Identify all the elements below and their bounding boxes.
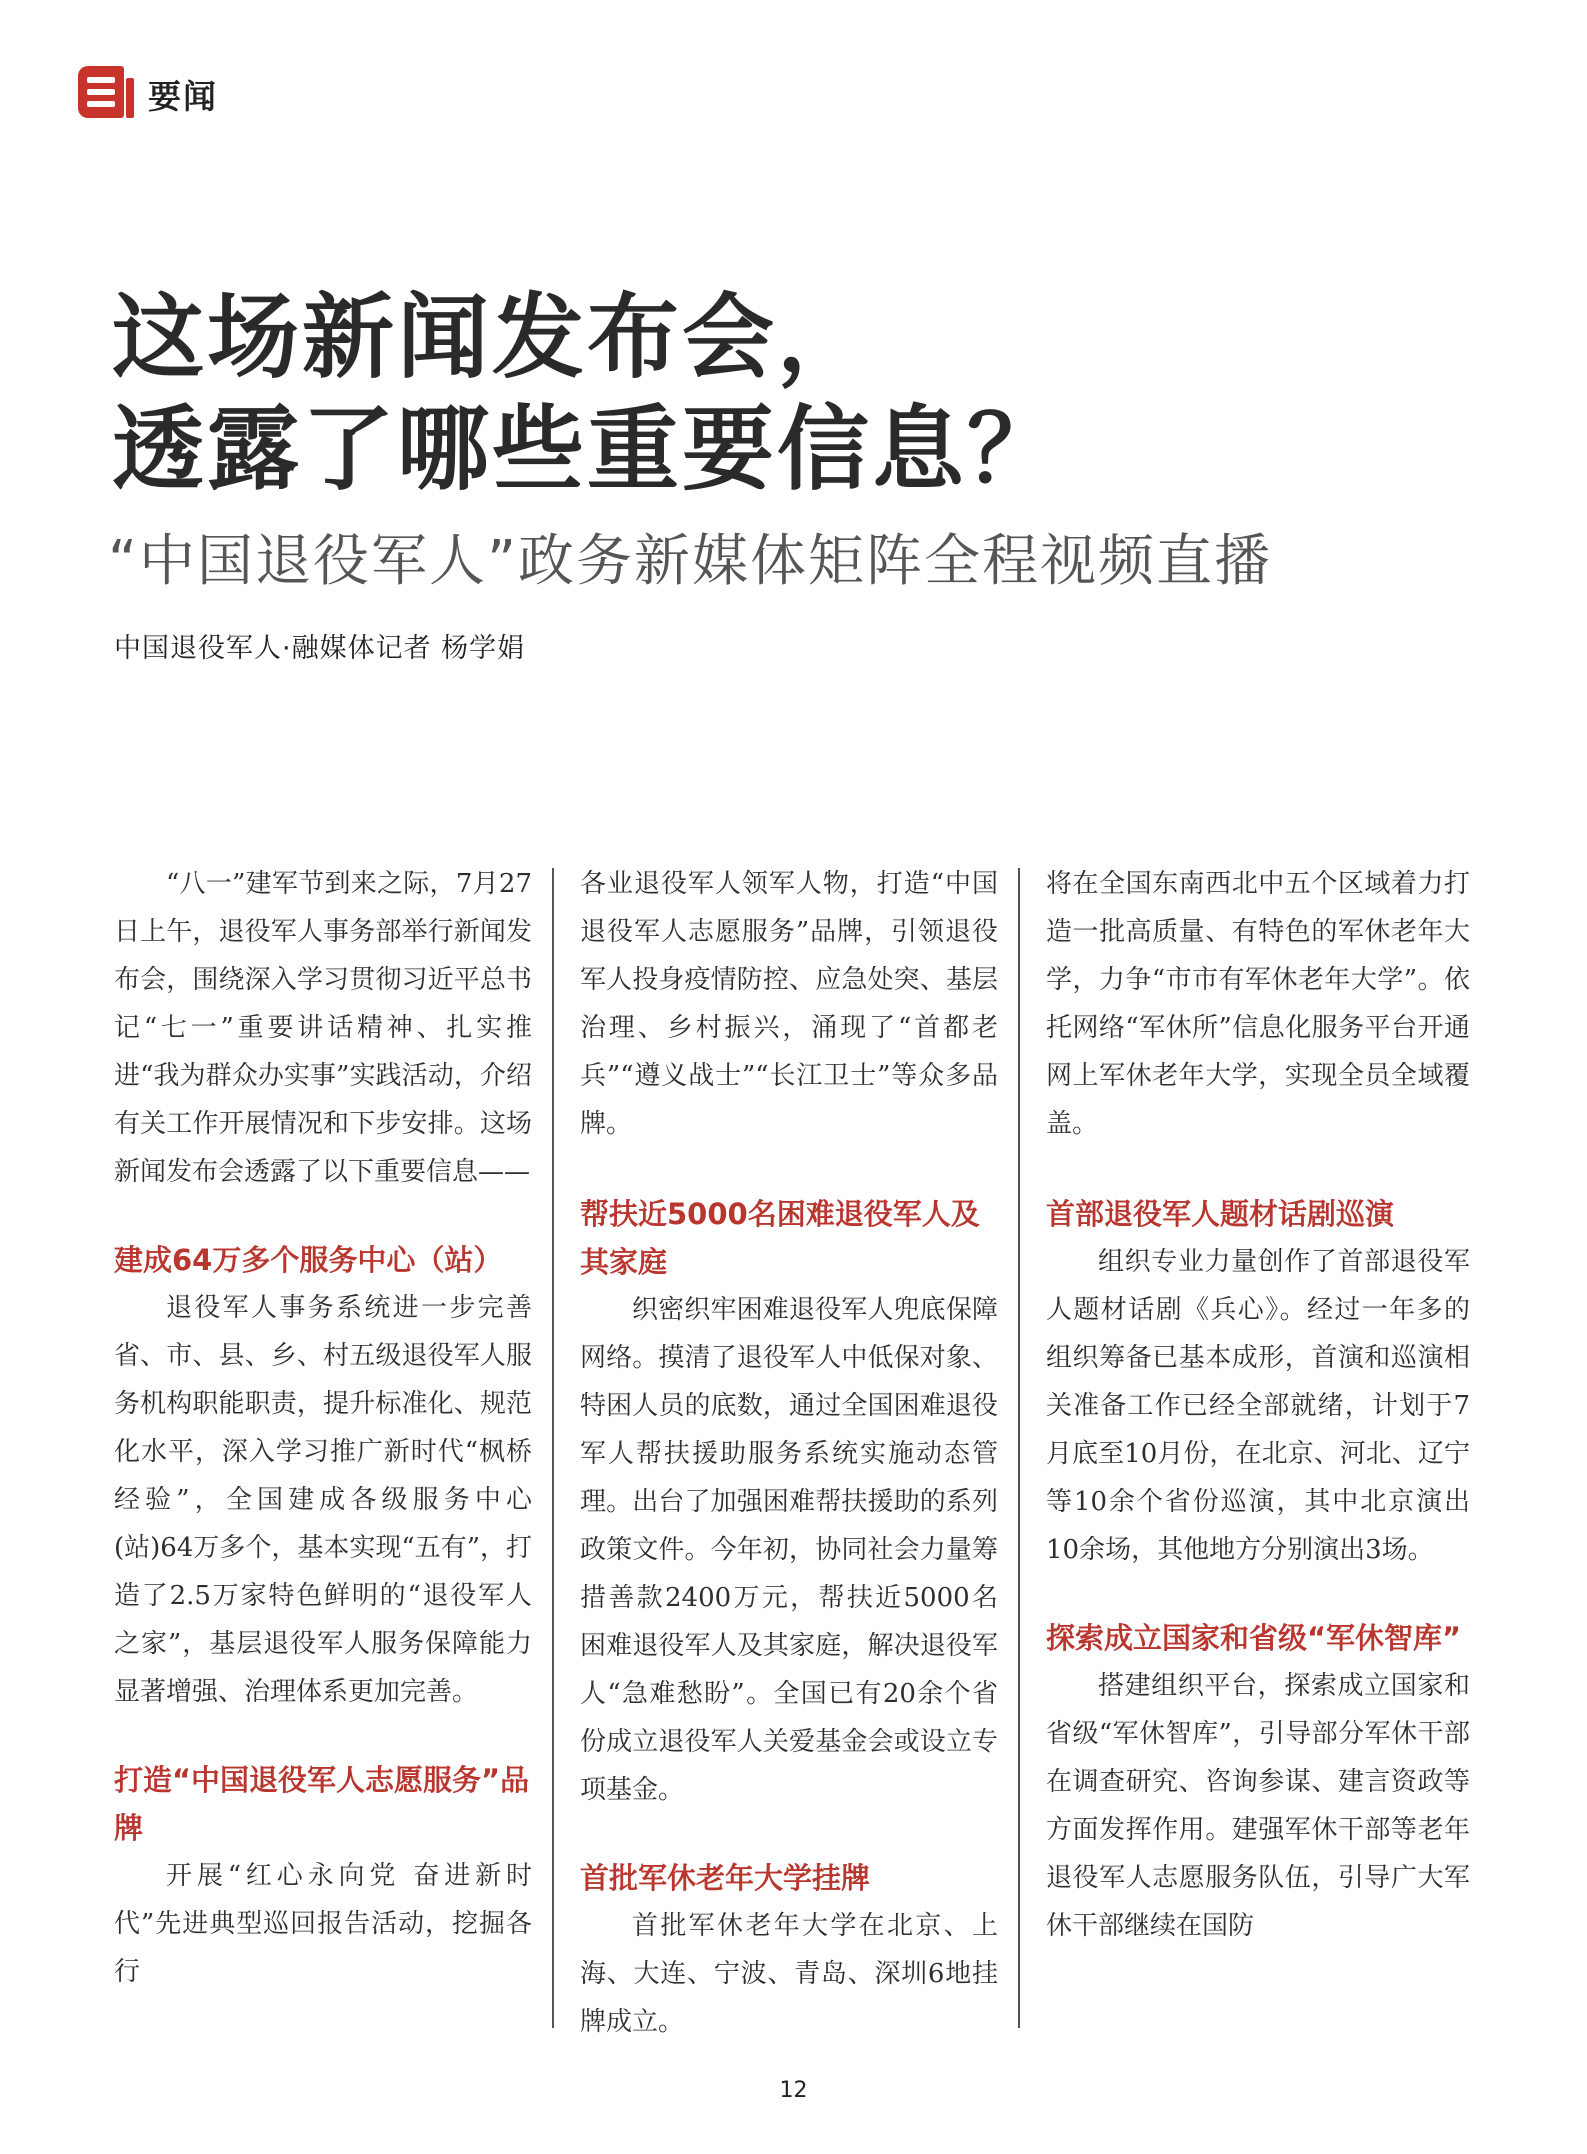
headline-line-2: 透露了哪些重要信息？ xyxy=(112,396,1063,503)
body-paragraph: 开展“红心永向党 奋进新时代”先进典型巡回报告活动，挖掘各行 xyxy=(114,1861,532,1987)
article-subtitle: “中国退役军人”政务新媒体矩阵全程视频直播 xyxy=(108,529,1273,594)
subheading-drama-tour: 首部退役军人题材话剧巡演 xyxy=(1046,1197,1395,1231)
body-paragraph: 首批军休老年大学在北京、上海、大连、宁波、青岛、深圳6地挂牌成立。 xyxy=(580,1911,998,2037)
article-headline xyxy=(112,282,1512,506)
column-divider xyxy=(1018,868,1020,2028)
article-column-2 xyxy=(580,860,998,2046)
body-paragraph: 搭建组织平台，探索成立国家和省级“军休智库”，引导部分军休干部在调查研究、咨询参谋、建言资政等方面发挥作用。建强军休干部等老年退役军人志愿服务队伍，引导广大军休干部继续在国防 xyxy=(1046,1671,1470,1941)
body-paragraph: 组织专业力量创作了首部退役军人题材话剧《兵心》。经过一年多的组织筹备已基本成形，首演和巡演相关准备工作已经全部就绪，计划于7月底至10月份，在北京、河北、辽宁等10余个省份巡演，其中北京演出10余场，其他地方分别演出3场。 xyxy=(1046,1247,1470,1565)
subheading-volunteer-brand: 打造“中国退役军人志愿服务”品牌 xyxy=(114,1763,530,1845)
news-section-icon xyxy=(78,66,134,122)
headline-line-1: 这场新闻发布会， xyxy=(112,284,873,391)
article-column-1 xyxy=(114,860,532,1996)
subheading-assistance: 帮扶近5000名困难退役军人及其家庭 xyxy=(580,1197,980,1279)
body-paragraph-continued: 将在全国东南西北中五个区域着力打造一批高质量、有特色的军休老年大学，力争“市市有军休老年大学”。依托网络“军休所”信息化服务平台开通网上军休老年大学，实现全员全域覆盖。 xyxy=(1046,869,1470,1139)
page-number: 12 xyxy=(779,2078,808,2103)
article-column-3 xyxy=(1046,860,1470,1950)
body-paragraph-continued: 各业退役军人领军人物，打造“中国退役军人志愿服务”品牌，引领退役军人投身疫情防控、应急处突、基层治理、乡村振兴，涌现了“首都老兵”“遵义战士”“长江卫士”等众多品牌。 xyxy=(580,869,998,1139)
subheading-think-tank: 探索成立国家和省级“军休智库” xyxy=(1046,1621,1462,1655)
section-tag xyxy=(78,66,218,122)
article-byline: 中国退役军人·融媒体记者 杨学娟 xyxy=(114,633,526,664)
subheading-senior-university: 首批军休老年大学挂牌 xyxy=(580,1861,871,1895)
body-paragraph: 织密织牢困难退役军人兜底保障网络。摸清了退役军人中低保对象、特困人员的底数，通过全国困难退役军人帮扶援助服务系统实施动态管理。出台了加强困难帮扶援助的系列政策文件。今年初，协同社会力量筹措善款2400万元，帮扶近5000名困难退役军人及其家庭，解决退役军人“急难愁盼”。全国已有20余个省份成立退役军人关爱基金会或设立专项基金。 xyxy=(580,1295,998,1805)
subheading-service-centers: 建成64万多个服务中心（站） xyxy=(114,1243,503,1277)
section-label: 要闻 xyxy=(148,76,218,116)
column-divider xyxy=(552,868,554,2028)
intro-paragraph: “八一”建军节到来之际，7月27日上午，退役军人事务部举行新闻发布会，围绕深入学习贯彻习近平总书记“七一”重要讲话精神、扎实推进“我为群众办实事”实践活动，介绍有关工作开展情况和下步安排。这场新闻发布会透露了以下重要信息—— xyxy=(114,869,532,1187)
body-paragraph: 退役军人事务系统进一步完善省、市、县、乡、村五级退役军人服务机构职能职责，提升标准化、规范化水平，深入学习推广新时代“枫桥经验”，全国建成各级服务中心(站)64万多个，基本实现“五有”，打造了2.5万家特色鲜明的“退役军人之家”，基层退役军人服务保障能力显著增强、治理体系更加完善。 xyxy=(114,1293,532,1707)
